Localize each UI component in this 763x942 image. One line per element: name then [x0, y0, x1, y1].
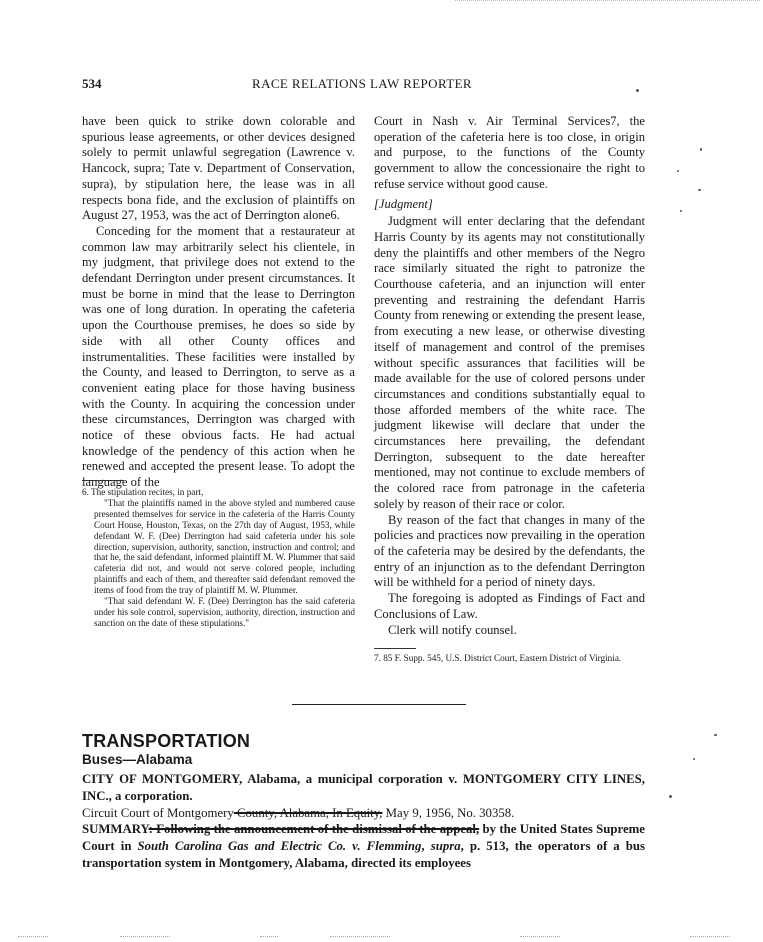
right-paragraph-3: By reason of the fact that changes in many of the policies and practices now prevailing in the operation of the cafeteria may be desired by the defendants, the entry of an injunction as to the defendant Derrington will be withheld for a period of ninety days. [374, 512, 645, 590]
scan-edge-bottom [520, 936, 560, 937]
page-number: 534 [82, 76, 102, 91]
right-column [374, 114, 645, 638]
footnote-rule [82, 480, 124, 481]
scan-speck [669, 795, 672, 798]
footnote-rule [374, 648, 416, 649]
left-column [82, 114, 355, 491]
scan-edge-top [455, 0, 760, 1]
scan-edge-bottom [330, 936, 390, 937]
left-paragraph-2: Conceding for the moment that a restaurateur at common law may arbitrarily select his clientele, in my judgment, that privilege does not extend to the defendant Derrington under present circumstances. It must be borne in mind that the lease to Derrington was one of long duration. In operating the cafeteria upon the Courthouse premises, he does so side by side with all other County offices and instrumentalities. These facilities were installed by the County, and leased to Derrington, to serve as a convenient eating place for those having business with the County. In acquiring the concession under these circumstances, Derrington was charged with notice of these obvious facts. He had actual knowledge of the pendency of this action when he renewed and accepted the present lease. To adopt the language of the [82, 223, 355, 490]
scan-speck [714, 734, 717, 736]
scan-speck [677, 170, 679, 172]
section-subtitle: Buses—Alabama [82, 752, 193, 767]
footnote-6 [82, 487, 355, 629]
judgment-heading: [Judgment] [374, 196, 433, 211]
court-date: May 9, 1956, No. 30358. [382, 805, 515, 820]
case-title: CITY OF MONTGOMERY, Alabama, a municipal corporation v. MONTGOMERY CITY LINES, INC., a corporation. [82, 772, 645, 803]
judgment-paragraph: Judgment will enter declaring that the defendant Harris County by its agents may not constitutionally deny the plaintiffs and other members of the Negro race similarly situated the right to patronize the Courthouse cafeteria, and an injunction will enter preventing and restraining the defendant Harris County from renewing or extending the present lease, from executing a new lease, or otherwise divesting itself of management and control of the premises without specific assurances that facilities will be made available for the use of colored persons under circumstances and conditions substantially equal to those afforded members of the white race. The judgment likewise will declare that under the circumstances here prevailing, the defendant Derrington, subsequent to the date hereafter mentioned, may not continue to exclude members of the colored race from patronage in the cafeteria solely by reason of their race or color. [374, 214, 645, 511]
right-paragraph-1: Court in Nash v. Air Terminal Services7, the operation of the cafeteria here is too close, in origin and purpose, to the functions of the County government to allow the concessionaire the right to refuse service without good cause. [374, 114, 645, 191]
summary-text-1: by the United States Supreme Court in [82, 822, 645, 854]
scan-speck [693, 758, 695, 760]
court-name: Circuit Court of Montgomery [82, 805, 234, 820]
footnote-7-text: 7. 85 F. Supp. 545, U.S. District Court, Eastern District of Virginia. [374, 653, 622, 663]
footnote-6-intro: 6. The stipulation recites, in part, [82, 487, 204, 497]
section-title: TRANSPORTATION [82, 731, 251, 751]
footnote-6-quote-2: "That said defendant W. F. (Dee) Derrington has the said cafeteria under his sole control, supervision, authority, direction, instruction and sanction on the date of these stipulations." [94, 596, 355, 628]
right-paragraph-5: Clerk will notify counsel. [388, 622, 517, 637]
scan-edge-bottom [690, 936, 730, 937]
summary-label: SUMMARY [82, 822, 149, 837]
summary-struck-text: : Following the announcement of the dismissal of the appeal, [148, 822, 480, 837]
scan-speck [680, 210, 682, 212]
scan-speck [636, 89, 639, 92]
summary-supra: supra [430, 839, 461, 854]
court-struck-text: County, Alabama, In Equity, [233, 805, 383, 820]
footnote-6-quote-1: "That the plaintiffs named in the above styled and numbered cause presented themselves for service in the cafeteria of the Harris County Court House, Houston, Texas, on the 27th day of August, 1953, while defendant W. F. (Dee) Derrington had said cafeteria under his sole direction, supervision, authority, sanction, instruction and control; and that he, the said defendant, informed plaintiff M. W. Plummer that said cafeteria did not, and would not serve colored people, including plaintiffs and each of them, and thereafter said defendant removed the items of food from the tray of plaintiff M. W. Plummer. [94, 497, 355, 596]
summary-text-3: , p. 513, the operators of a bus transportation system in Montgomery, Alabama, directed its employees [82, 839, 646, 870]
summary-text-2: , [421, 839, 431, 854]
section-divider [292, 704, 466, 705]
summary-case-name: South Carolina Gas and Electric Co. v. Flemming [137, 839, 422, 854]
running-head: RACE RELATIONS LAW REPORTER [252, 76, 472, 91]
left-paragraph-1: have been quick to strike down colorable and spurious lease agreements, or other devices designed solely to permit unlawful segregation (Lawrence v. Hancock, supra; Tate v. Department of Conservation, supra), by stipulation here, the lease was in all respects bona fide, and the exclusion of plaintiffs on August 27, 1953, was the act of Derrington alone6. [82, 114, 355, 223]
scan-edge-bottom [260, 936, 278, 937]
scan-edge-bottom [18, 936, 48, 937]
right-paragraph-4: The foregoing is adopted as Findings of Fact and Conclusions of Law. [374, 591, 645, 621]
scan-speck [698, 189, 701, 191]
page-header [82, 76, 642, 96]
footnote-7 [374, 653, 645, 664]
scan-edge-bottom [120, 936, 170, 937]
case-summary [82, 821, 645, 871]
scan-speck [700, 148, 702, 151]
case-block [82, 771, 645, 872]
court-line [82, 805, 645, 822]
